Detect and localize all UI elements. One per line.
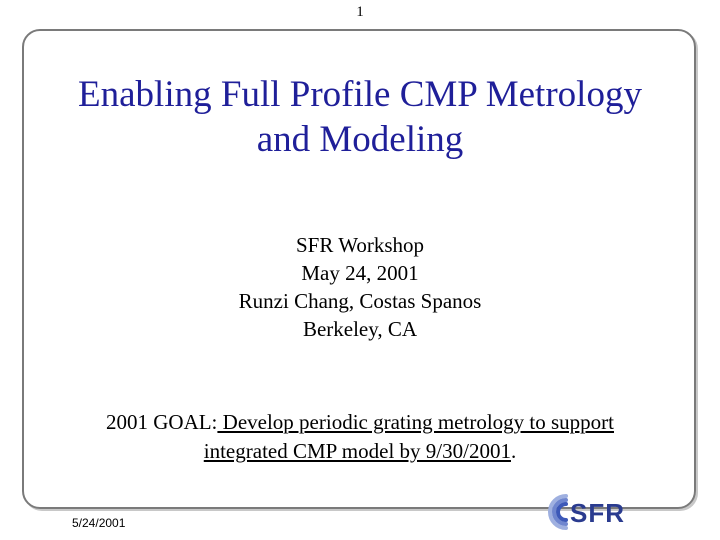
page-number: 1 <box>356 4 364 20</box>
presentation-info <box>0 231 720 343</box>
event-name: SFR Workshop <box>295 233 425 257</box>
goal-end: . <box>510 439 517 463</box>
event-date: May 24, 2001 <box>301 261 419 285</box>
slide-title <box>0 72 720 162</box>
logo-text: SFR <box>570 498 625 528</box>
footer-date: 5/24/2001 <box>72 516 126 530</box>
goal-label: 2001 GOAL: <box>105 410 218 434</box>
goal-text-1: Develop periodic grating metrology to support <box>217 410 614 434</box>
authors: Runzi Chang, Costas Spanos <box>238 289 482 313</box>
title-line-2: and Modeling <box>256 119 464 160</box>
goal-line-1 <box>0 408 720 437</box>
location: Berkeley, CA <box>302 317 418 341</box>
goal-line-2 <box>0 437 720 466</box>
goal-text-2: integrated CMP model by 9/30/2001 <box>203 439 511 463</box>
goal-statement <box>0 408 720 466</box>
title-line-1: Enabling Full Profile CMP Metrology <box>78 74 642 115</box>
